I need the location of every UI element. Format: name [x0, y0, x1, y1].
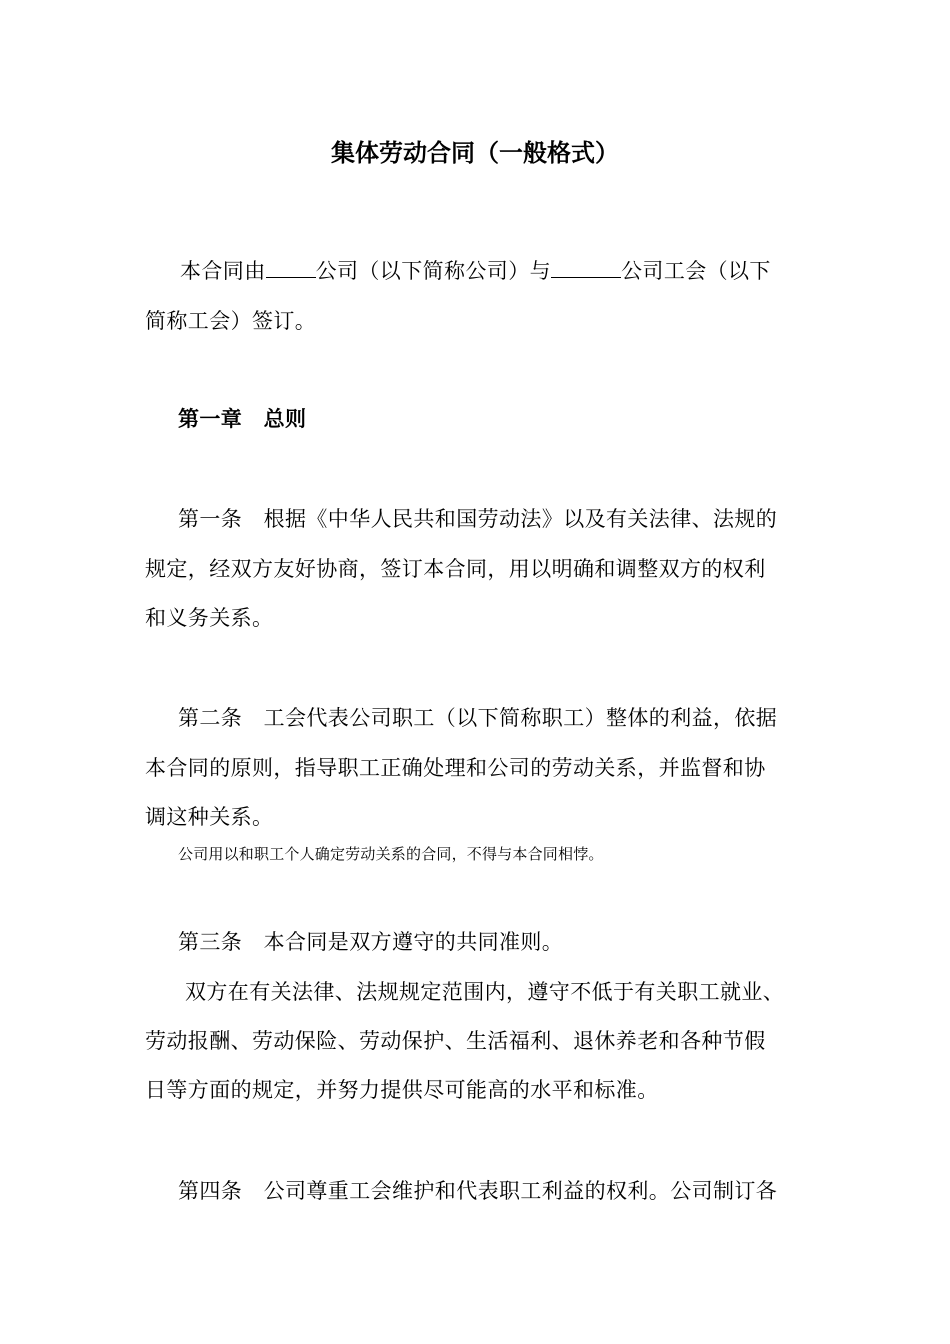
intro-text-2: 公司（以下简称公司）与 — [315, 259, 552, 283]
article-2-line-3: 调这种关系。 — [145, 805, 274, 829]
article-2-line-2: 本合同的原则，指导职工正确处理和公司的劳动关系，并监督和协 — [145, 756, 766, 780]
chapter-heading: 第一章 总则 — [178, 407, 307, 431]
article-1-line-2: 规定，经双方友好协商，签订本合同，用以明确和调整双方的权利 — [145, 557, 766, 581]
intro-line-1 — [180, 256, 771, 286]
intro-text-1: 本合同由 — [180, 259, 266, 283]
article-4-line-1: 第四条 公司尊重工会维护和代表职工利益的权利。公司制订各 — [178, 1179, 778, 1203]
article-1-line-3: 和义务关系。 — [145, 606, 274, 630]
article-3-line-2: 双方在有关法律、法规规定范围内，遵守不低于有关职工就业、 — [185, 980, 785, 1004]
article-1-line-1: 第一条 根据《中华人民共和国劳动法》以及有关法律、法规的 — [178, 507, 778, 531]
article-3-line-4: 日等方面的规定，并努力提供尽可能高的水平和标准。 — [145, 1078, 659, 1102]
document-title: 集体劳动合同（一般格式） — [331, 139, 619, 167]
intro-text-3: 公司工会（以下 — [621, 259, 771, 283]
article-3-line-3: 劳动报酬、劳动保险、劳动保护、生活福利、退休养老和各种节假 — [145, 1029, 766, 1053]
article-2-line-1: 第二条 工会代表公司职工（以下简称职工）整体的利益，依据 — [178, 706, 778, 730]
company-name-blank — [266, 257, 316, 278]
union-name-blank — [551, 257, 621, 278]
intro-line-2: 简称工会）签订。 — [145, 309, 317, 333]
article-2-note: 公司用以和职工个人确定劳动关系的合同，不得与本合同相悖。 — [178, 845, 604, 863]
article-3-line-1: 第三条 本合同是双方遵守的共同准则。 — [178, 930, 564, 954]
